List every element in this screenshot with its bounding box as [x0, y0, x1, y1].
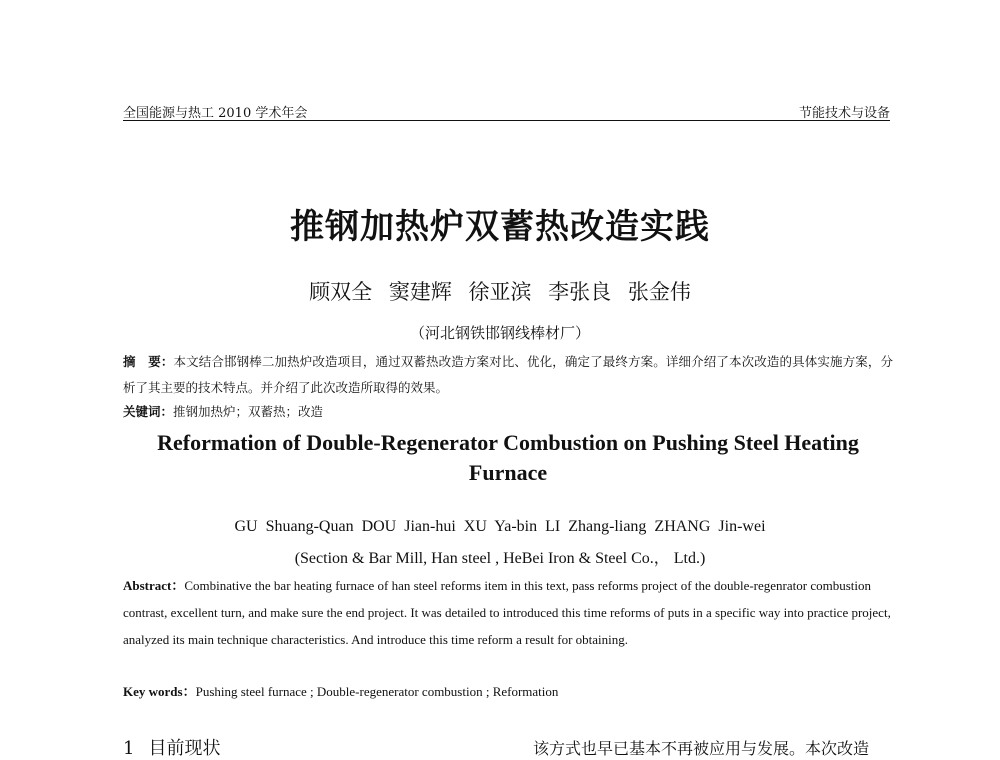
english-keywords: [123, 681, 558, 700]
english-abstract: [123, 572, 893, 653]
english-abstract-text: Combinative the bar heating furnace of han steel reforms item in this text, pass reforms project of the double-regenrator combustion contrast, excellent turn, and make sure the end project. It was detailed to introduced this time reforms of puts in a specific way into practice project, analyzed its main technique characteristics. And introduce this time reform a result for obtaining.: [123, 578, 891, 647]
chinese-authors: 顾双全 窦建辉 徐亚滨 李张良 张金伟: [309, 280, 691, 304]
chinese-affiliation: （河北钢铁邯钢线棒材厂）: [409, 324, 590, 342]
chinese-keywords: [123, 402, 323, 420]
header-divider: [123, 120, 890, 121]
english-authors: GU Shuang-Quan DOU Jian-hui XU Ya-bin LI Zhang-liang ZHANG Jin-wei: [234, 518, 766, 535]
chinese-abstract: [123, 349, 893, 401]
section-title: 目前现状: [148, 738, 221, 759]
section-heading: [123, 734, 220, 760]
english-title: Reformation of Double-Regenerator Combustion on Pushing Steel Heating Furnace: [157, 430, 859, 485]
chinese-keywords-label: 关键词：: [123, 404, 174, 419]
body-text-line: 该方式也早已基本不再被应用与发展。本次改造: [533, 739, 870, 758]
chinese-abstract-text: 本文结合邯钢棒二加热炉改造项目，通过双蓄热改造方案对比、优化，确定了最终方案。详细介绍了本次改造的具体实施方案，分析了其主要的技术特点。并介绍了此次改造所取得的效果。: [123, 354, 893, 395]
english-keywords-text: Pushing steel furnace ; Double-regenerator combustion ; Reformation: [195, 684, 559, 699]
english-keywords-label: Key words：: [123, 684, 196, 699]
english-abstract-label: Abstract：: [123, 578, 185, 593]
chinese-abstract-label: 摘 要：: [123, 354, 174, 369]
running-header-left: 全国能源与热工 2010 学术年会: [123, 106, 308, 121]
section-number: 1: [123, 738, 135, 759]
chinese-title: 推钢加热炉双蓄热改造实践: [290, 207, 710, 247]
running-header-right: 节能技术与设备: [798, 106, 890, 121]
chinese-keywords-text: 推钢加热炉；双蓄热；改造: [173, 404, 324, 419]
english-affiliation: (Section & Bar Mill, Han steel , HeBei Iron & Steel Co.， Ltd.): [294, 550, 706, 567]
